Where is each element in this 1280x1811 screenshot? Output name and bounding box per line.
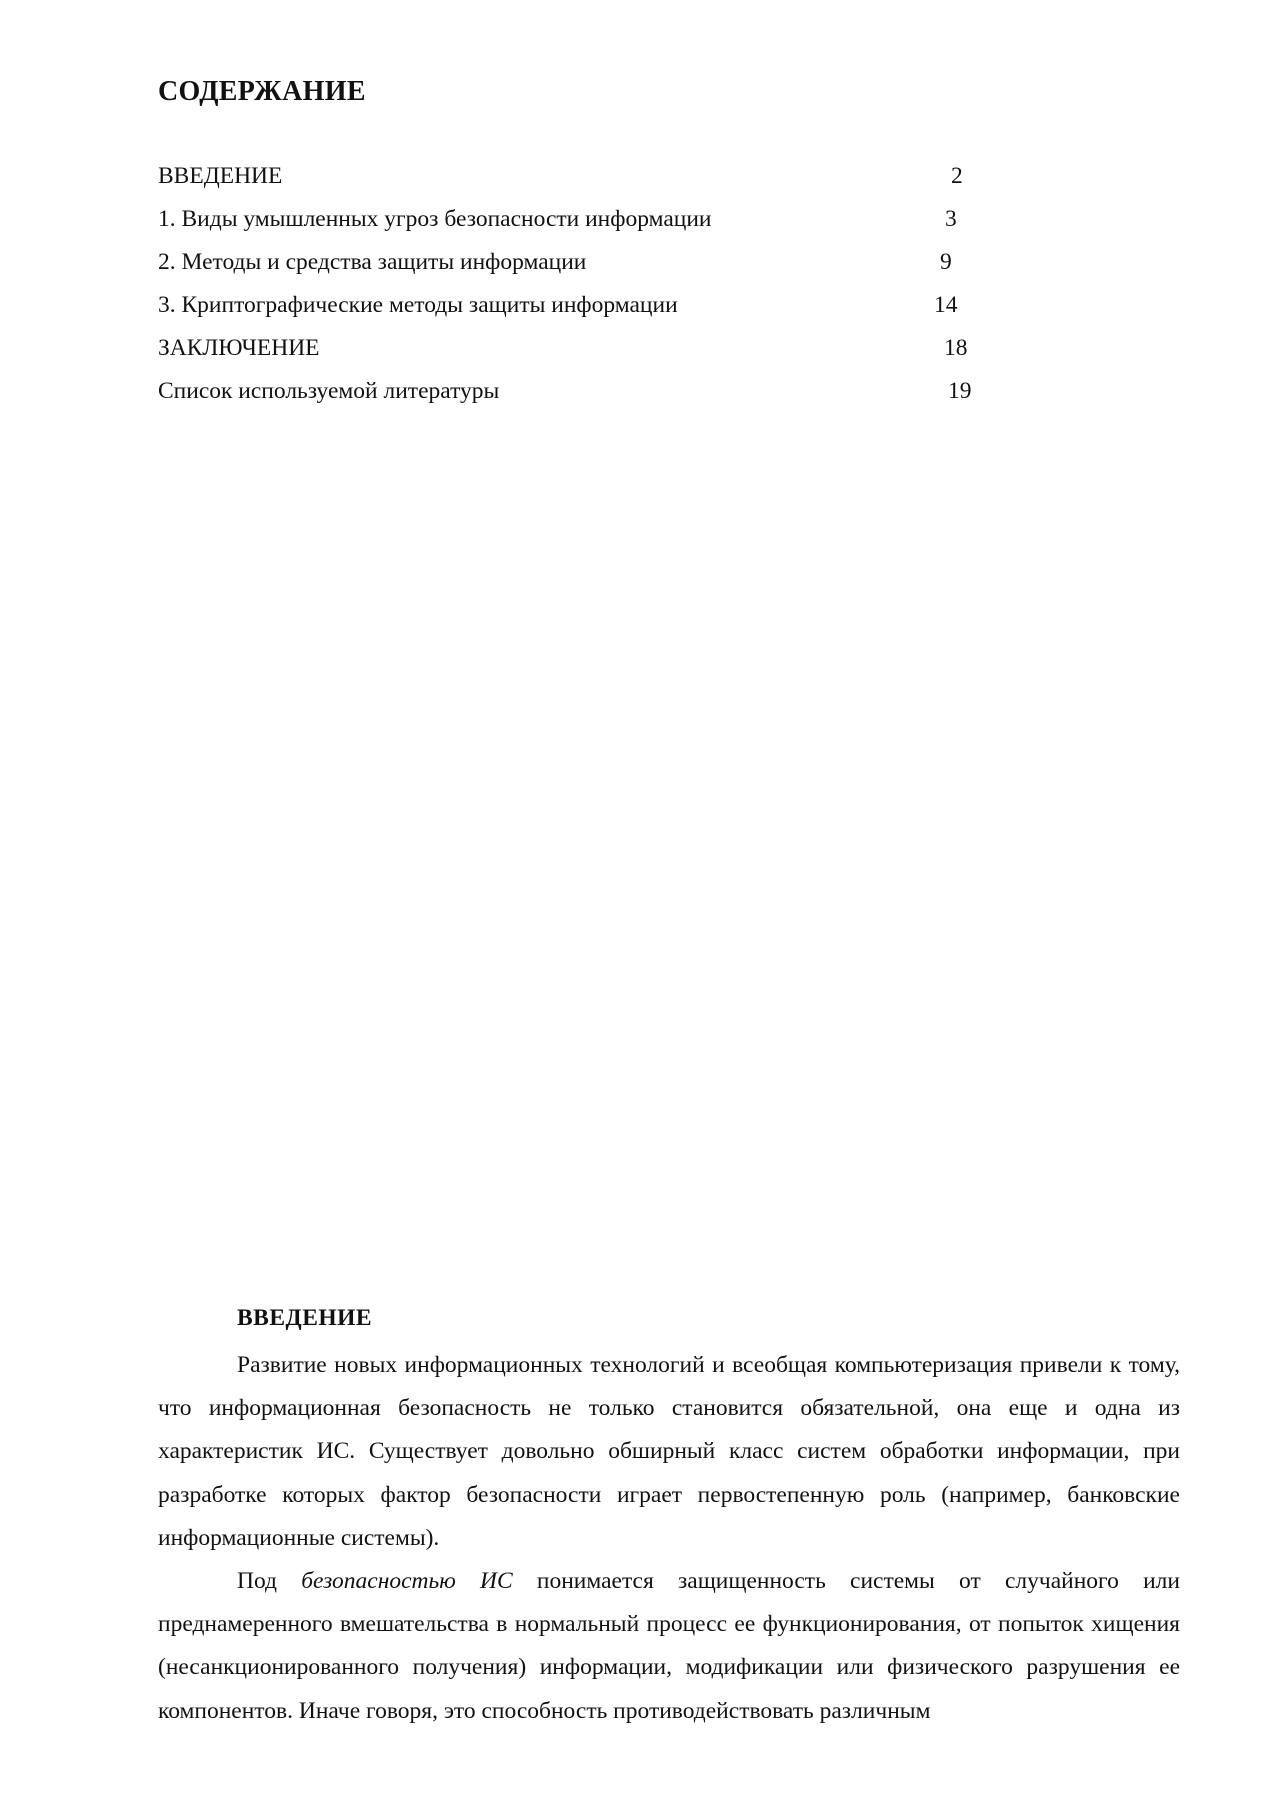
paragraph-2-start: Под (237, 1568, 302, 1595)
toc-item-section-3[interactable] (158, 289, 978, 332)
introduction-body (158, 1344, 1180, 1733)
paragraph-2-emphasis: безопасностью ИС (301, 1568, 513, 1595)
toc-item-label: Список используемой литературы (158, 378, 500, 404)
toc-item-label: ЗАКЛЮЧЕНИЕ (158, 335, 320, 361)
toc-item-references[interactable] (158, 375, 978, 418)
toc-item-page-number: 2 (951, 163, 963, 189)
toc-item-label: 3. Криптографические методы защиты информации (158, 292, 678, 318)
introduction-paragraph-1: Развитие новых информационных технологий и всеобщая компьютеризация привели к тому, что информационная безопасность не только становится обязательной, она еще и одна из характеристик ИС. Существует довольно обширный класс систем обработки информации, при разработке которых фактор безопасности играет первостепенную роль (например, банковские информационные системы). (158, 1352, 1180, 1551)
toc-item-page-number: 14 (934, 292, 958, 318)
toc-item-conclusion[interactable] (158, 332, 978, 375)
toc-item-page-number: 9 (940, 249, 952, 275)
toc-item-page-number: 18 (944, 335, 968, 361)
toc-item-page-number: 19 (948, 378, 972, 404)
toc-item-label: 1. Виды умышленных угроз безопасности информации (158, 206, 712, 232)
paragraph-2-rest: понимается защищенность системы от случайного или преднамеренного вмешательства в нормальный процесс ее функционирования, от попыток хищения (несанкционированного получения) информации, модификации или физического разрушения ее компонентов. Иначе говоря, это способность противодействовать различным (158, 1568, 1180, 1724)
introduction-heading: ВВЕДЕНИЕ (237, 1305, 373, 1331)
toc-item-introduction[interactable] (158, 160, 978, 203)
toc-item-label: 2. Методы и средства защиты информации (158, 249, 587, 275)
toc-title: СОДЕРЖАНИЕ (158, 76, 366, 107)
toc-item-page-number: 3 (945, 206, 957, 232)
toc-item-section-2[interactable] (158, 246, 978, 289)
toc-list (158, 160, 978, 418)
toc-item-section-1[interactable] (158, 203, 978, 246)
introduction-paragraph-2 (158, 1560, 1180, 1733)
toc-item-label: ВВЕДЕНИЕ (158, 163, 283, 189)
